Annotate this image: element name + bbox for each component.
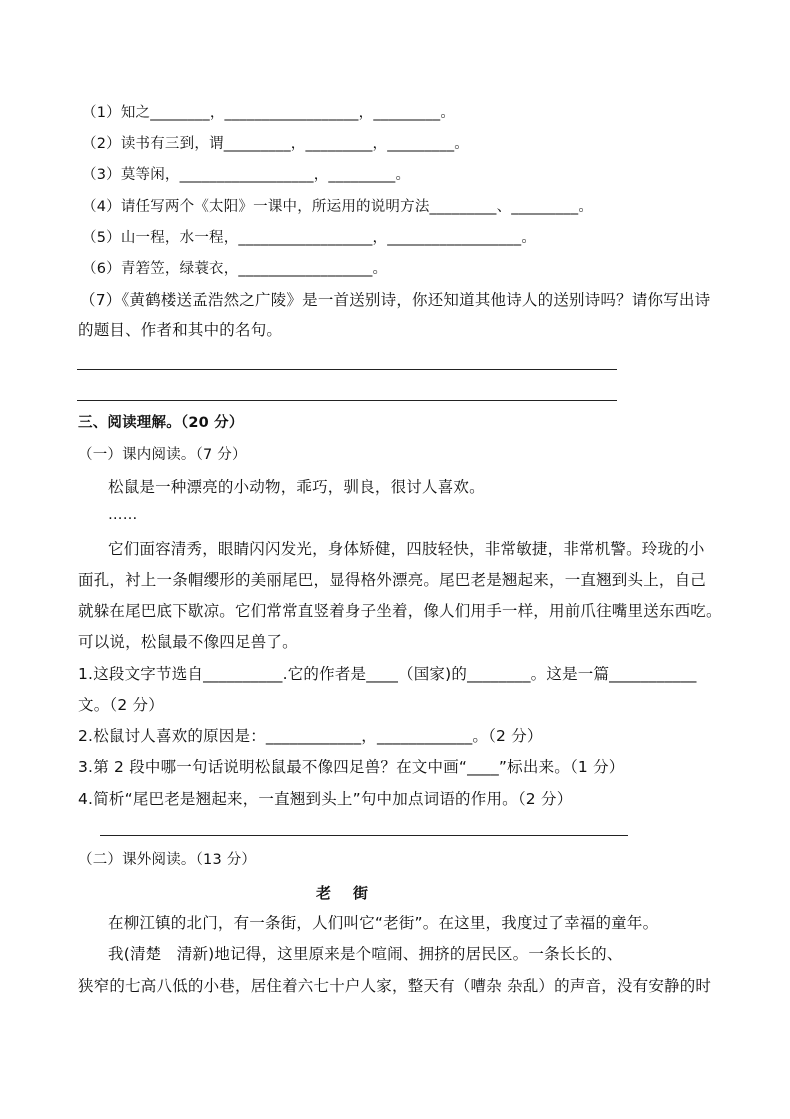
answer-line-2 xyxy=(77,400,617,401)
answer-line-1 xyxy=(77,369,617,370)
story-para1: 在柳江镇的北门，有一条街，人们叫它“老街”。在这里，我度过了幸福的童年。 xyxy=(108,914,659,932)
fill-in-q6: （6）青箬笠，绿蓑衣，__________________。 xyxy=(82,261,388,277)
reading-q1-line2: 文。（2 分） xyxy=(78,696,164,714)
passage1-para2-line1: 它们面容清秀，眼睛闪闪发光，身体矫健，四肢轻快，非常敏捷，非常机警。玲珑的小 xyxy=(108,540,705,558)
passage1-para1: 松鼠是一种漂亮的小动物，乖巧，驯良，很讨人喜欢。 xyxy=(108,478,485,496)
story-para2-line2: 狭窄的七高八低的小巷，居住着六七十户人家，整天有（嘈杂 杂乱）的声音，没有安静的时 xyxy=(78,977,712,995)
fill-in-q1: （1）知之________，__________________，_________。 xyxy=(82,105,456,121)
story-para2-line1: 我(清楚 清新)地记得，这里原来是个喧闹、拥挤的居民区。一条长长的、 xyxy=(108,945,623,963)
fill-in-q7-line1: （7）《黄鹤楼送孟浩然之广陵》是一首送别诗，你还知道其他诗人的送别诗吗？请你写出诗 xyxy=(80,291,711,309)
passage1-para2-line3: 就躲在尾巴底下歇凉。它们常常直竖着身子坐着，像人们用手一样，用前爪往嘴里送东西吃。 xyxy=(78,602,722,620)
fill-in-q2: （2）读书有三到，谓_________，_________，_________。 xyxy=(82,136,469,152)
section3-heading: 三、阅读理解。（20 分） xyxy=(78,415,244,431)
fill-in-q7-line2: 的题目、作者和其中的名句。 xyxy=(78,321,283,339)
fill-in-q3: （3）莫等闲，__________________，_________。 xyxy=(82,167,411,183)
passage1-ellipsis: …… xyxy=(108,507,138,523)
part2-heading: （二）课外阅读。（13 分） xyxy=(78,852,257,868)
fill-in-q4: （4）请任写两个《太阳》一课中，所运用的说明方法_________、_________。 xyxy=(82,199,594,215)
reading-q3: 3.第 2 段中哪一句话说明松鼠最不像四足兽？在文中画“____”标出来。（1 分） xyxy=(78,758,625,776)
passage1-para2-line2: 面孔，衬上一条帽缨形的美丽尾巴，显得格外漂亮。尾巴老是翘起来，一直翘到头上，自己 xyxy=(78,571,707,589)
answer-line-3 xyxy=(100,835,628,836)
part1-heading: （一）课内阅读。（7 分） xyxy=(78,447,247,463)
story-title: 老街 xyxy=(316,884,391,902)
reading-q4: 4.简析“尾巴老是翘起来，一直翘到头上”句中加点词语的作用。（2 分） xyxy=(78,790,573,808)
reading-q1-line1: 1.这段文字节选自__________.它的作者是____（国家)的________。这是一篇___________ xyxy=(78,665,697,683)
fill-in-q5: （5）山一程，水一程，__________________，__________________。 xyxy=(82,230,537,246)
passage1-para2-line4: 可以说，松鼠最不像四足兽了。 xyxy=(78,633,298,651)
reading-q2: 2.松鼠讨人喜欢的原因是：____________，____________。（2 分） xyxy=(78,727,543,745)
